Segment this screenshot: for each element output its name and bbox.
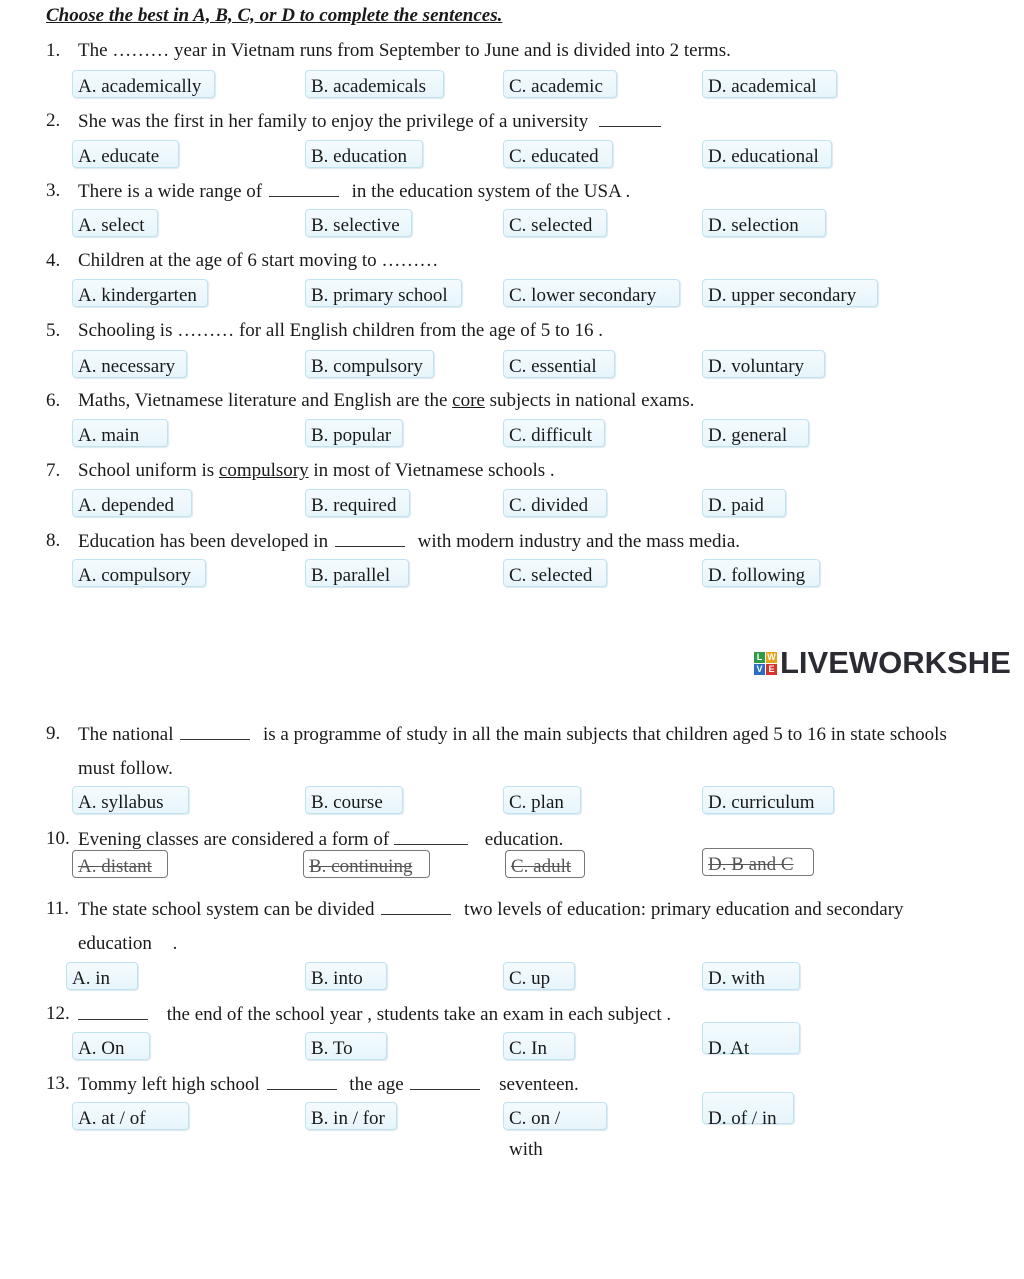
blank[interactable] — [599, 110, 661, 127]
q9-option-c[interactable]: C. plan — [503, 786, 581, 814]
blank[interactable] — [78, 1003, 148, 1020]
question-11-line-2: education . — [78, 933, 178, 954]
q8-option-c[interactable]: C. selected — [503, 559, 607, 587]
q3-option-b[interactable]: B. selective — [305, 209, 412, 237]
q8-option-d[interactable]: D. following — [702, 559, 820, 587]
q3-option-a[interactable]: A. select — [72, 209, 158, 237]
q3-option-c[interactable]: C. selected — [503, 209, 607, 237]
q10-option-b[interactable]: B. continuing — [303, 850, 430, 878]
question-9-line-2: must follow. — [78, 758, 173, 779]
q8-option-a[interactable]: A. compulsory — [72, 559, 206, 587]
q11-option-a[interactable]: A. in — [66, 962, 138, 990]
q1-option-d[interactable]: D. academical — [702, 70, 837, 98]
q10-option-d[interactable]: D. B and C — [702, 848, 814, 876]
q7-option-c[interactable]: C. divided — [503, 489, 607, 517]
q11-option-b[interactable]: B. into — [305, 962, 387, 990]
q2-option-c[interactable]: C. educated — [503, 140, 613, 168]
q2-option-b[interactable]: B. education — [305, 140, 423, 168]
q5-option-a[interactable]: A. necessary — [72, 350, 187, 378]
q12-option-a[interactable]: A. On — [72, 1032, 150, 1060]
q13-option-b[interactable]: B. in / for — [305, 1102, 397, 1130]
worksheet-title: Choose the best in A, B, C, or D to complete the sentences. — [46, 5, 503, 26]
q7-option-b[interactable]: B. required — [305, 489, 410, 517]
q4-option-d[interactable]: D. upper secondary — [702, 279, 878, 307]
q9-option-b[interactable]: B. course — [305, 786, 403, 814]
q6-option-d[interactable]: D. general — [702, 419, 809, 447]
q11-option-c[interactable]: C. up — [503, 962, 575, 990]
q7-option-a[interactable]: A. depended — [72, 489, 192, 517]
blank[interactable] — [381, 898, 451, 915]
q6-option-c[interactable]: C. difficult — [503, 419, 605, 447]
blank[interactable] — [180, 723, 250, 740]
blank[interactable] — [394, 828, 468, 845]
q11-option-d[interactable]: D. with — [702, 962, 800, 990]
q7-option-d[interactable]: D. paid — [702, 489, 786, 517]
blank[interactable] — [335, 530, 405, 547]
q6-option-b[interactable]: B. popular — [305, 419, 403, 447]
q13-option-d[interactable]: D. of / in — [702, 1092, 794, 1124]
q4-option-b[interactable]: B. primary school — [305, 279, 462, 307]
blank[interactable] — [269, 180, 339, 197]
q6-option-a[interactable]: A. main — [72, 419, 168, 447]
q5-option-b[interactable]: B. compulsory — [305, 350, 434, 378]
q4-option-a[interactable]: A. kindergarten — [72, 279, 208, 307]
blank[interactable] — [410, 1073, 480, 1090]
liveworksheets-logo-icon: L W V E — [754, 652, 777, 675]
q12-option-c[interactable]: C. In — [503, 1032, 575, 1060]
q12-option-b[interactable]: B. To — [305, 1032, 387, 1060]
q10-option-c[interactable]: C. adult — [505, 850, 585, 878]
q5-option-c[interactable]: C. essential — [503, 350, 615, 378]
blank[interactable] — [267, 1073, 337, 1090]
q1-option-b[interactable]: B. academicals — [305, 70, 444, 98]
q2-option-d[interactable]: D. educational — [702, 140, 832, 168]
q13-option-c[interactable]: C. on / with — [503, 1102, 607, 1130]
liveworksheets-logo-text: LIVEWORKSHE — [780, 645, 1011, 680]
q9-option-a[interactable]: A. syllabus — [72, 786, 189, 814]
q10-option-a[interactable]: A. distant — [72, 850, 168, 878]
q12-option-d[interactable]: D. At — [702, 1022, 800, 1054]
q9-option-d[interactable]: D. curriculum — [702, 786, 834, 814]
q1-option-a[interactable]: A. academically — [72, 70, 215, 98]
q3-option-d[interactable]: D. selection — [702, 209, 826, 237]
q8-option-b[interactable]: B. parallel — [305, 559, 409, 587]
liveworksheets-logo — [754, 644, 1011, 682]
q2-option-a[interactable]: A. educate — [72, 140, 179, 168]
q4-option-c[interactable]: C. lower secondary — [503, 279, 680, 307]
q1-option-c[interactable]: C. academic — [503, 70, 617, 98]
q13-option-a[interactable]: A. at / of — [72, 1102, 189, 1130]
q5-option-d[interactable]: D. voluntary — [702, 350, 825, 378]
